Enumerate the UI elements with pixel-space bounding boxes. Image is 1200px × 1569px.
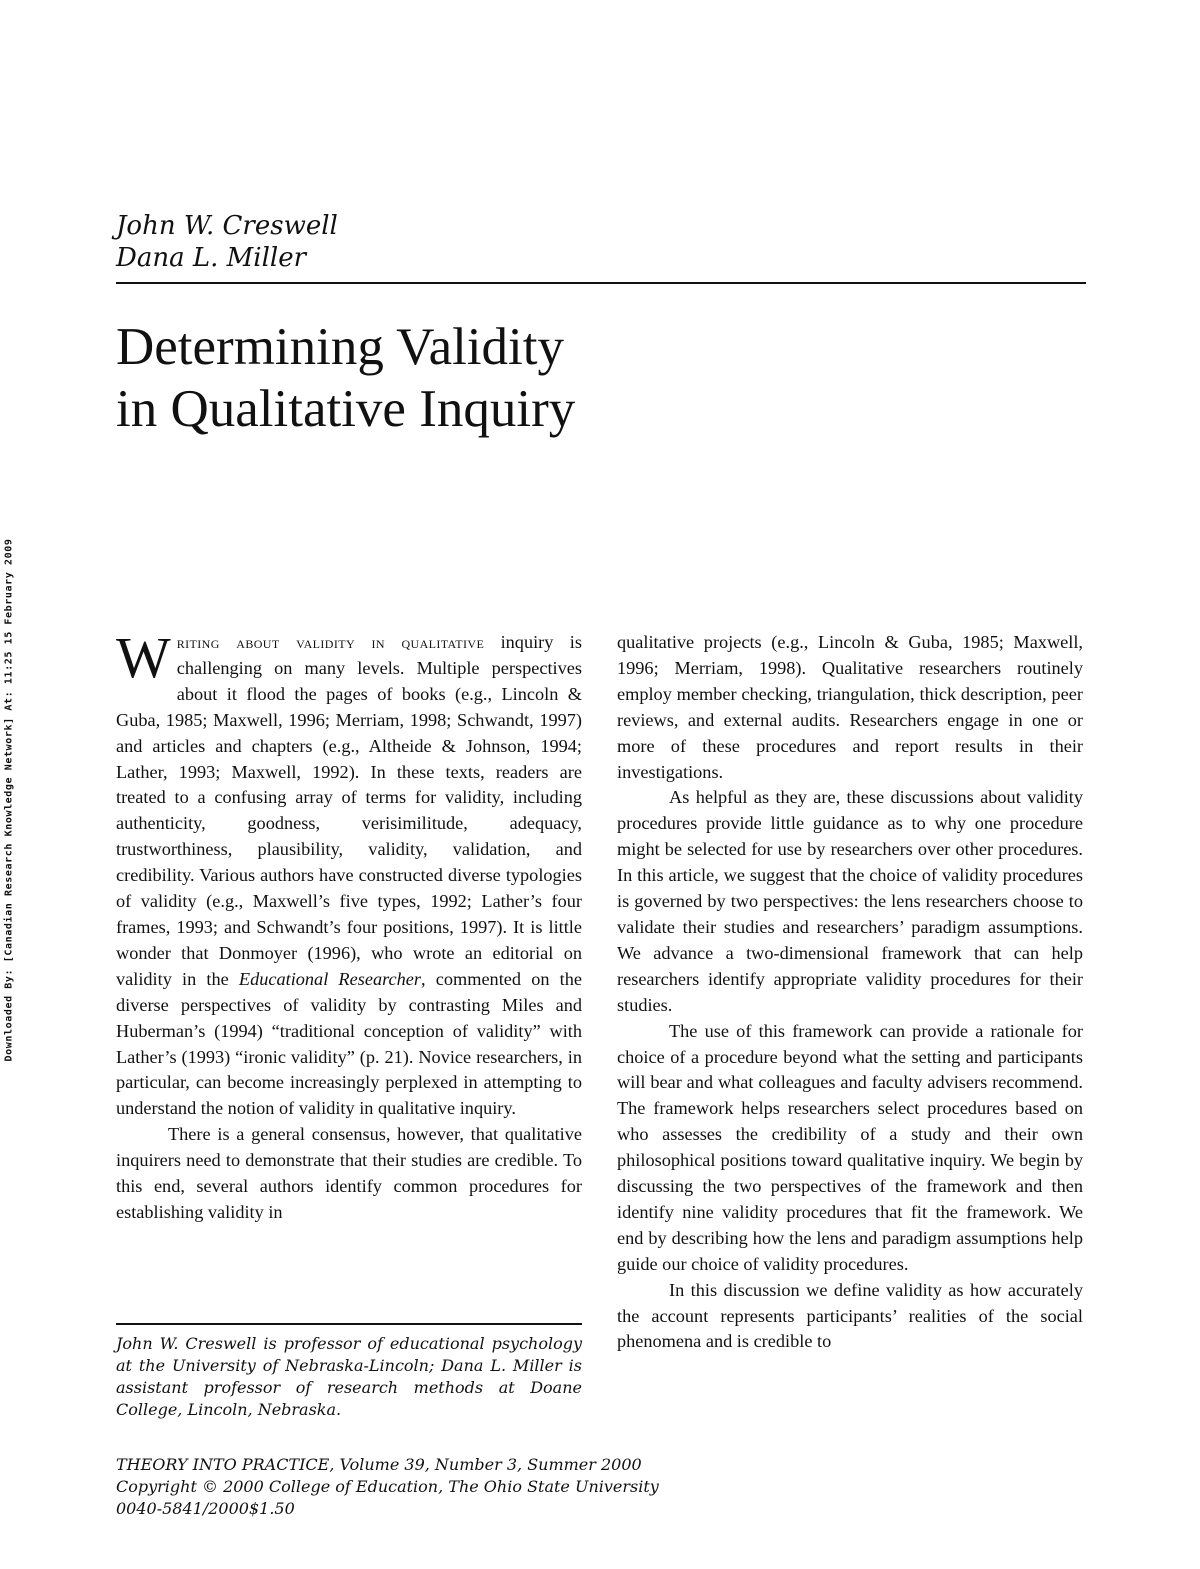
author-footnote: John W. Creswell is professor of educational psychology at the University of Nebraska-Lincoln; Dana L. Miller is assistant professor of research methods at Doane College, Lincoln, Nebraska.	[116, 1334, 582, 1419]
download-stamp-text: Downloaded By: [Canadian Research Knowledge Network] At: 11:25 15 February 2009	[3, 538, 15, 1062]
paragraph	[116, 625, 582, 1122]
author-name: Dana L. Miller	[116, 243, 307, 273]
issn-line: 0040-5841/2000$1.50	[116, 1499, 295, 1518]
paragraph-text: , commented on the diverse perspectives of validity by contrasting Miles and Huberman’s (1994) “traditional conception of validity” with Lather’s (1993) “ironic validity” (p. 21). Novice researchers, in particular, can become increasingly perplexed in attempting to understand the notion of validity in qualitative inquiry.	[116, 968, 582, 1119]
author-block	[116, 210, 338, 274]
lead-in-smallcaps: riting about validity in qualitative	[176, 633, 485, 652]
paragraph: In this discussion we define validity as how accurately the account represents participants’ realities of the social phenomena and is credible to	[617, 1279, 1083, 1352]
header-rule	[116, 282, 1086, 284]
right-column	[617, 630, 1083, 1355]
paragraph: qualitative projects (e.g., Lincoln & Guba, 1985; Maxwell, 1996; Merriam, 1998). Qualitative researchers routinely employ member checking, triangulation, thick description, peer reviews, and external audits. Researchers engage in one or more of these procedures and report results in their investigations.	[617, 632, 1083, 782]
footnote-rule	[116, 1323, 582, 1325]
journal-title-italic: Educational Researcher	[238, 968, 422, 989]
paragraph: There is a general consensus, however, that qualitative inquirers need to demonstrate that their studies are credible. To this end, several authors identify common procedures for establishing validity in	[116, 1124, 582, 1222]
title-line: in Qualitative Inquiry	[116, 380, 576, 438]
journal-citation: THEORY INTO PRACTICE, Volume 39, Number 3, Summer 2000	[116, 1455, 642, 1474]
title-line: Determining Validity	[116, 318, 564, 376]
drop-cap: W	[116, 625, 171, 690]
download-stamp	[0, 480, 18, 1120]
paragraph: As helpful as they are, these discussions about validity procedures provide little guidance as to why one procedure might be selected for use by researchers over other procedures. In this article, we suggest that the choice of validity procedures is governed by two perspectives: the lens researchers choose to validate their studies and researchers’ paradigm assumptions. We advance a two-dimensional framework that can help researchers identify appropriate validity procedures for their studies.	[617, 787, 1083, 1015]
author-name: John W. Creswell	[116, 211, 338, 241]
article-title	[116, 316, 575, 440]
paragraph: The use of this framework can provide a rationale for choice of a procedure beyond what the setting and participants will bear and what colleagues and faculty advisers recommend. The framework helps researchers select procedures based on who assesses the credibility of a study and their own philosophical positions toward qualitative inquiry. We begin by discussing the two perspectives of the framework and then identify nine validity procedures that fit the framework. We end by describing how the lens and paradigm assumptions help guide our choice of validity procedures.	[617, 1020, 1083, 1274]
journal-info	[116, 1454, 659, 1520]
left-column	[116, 625, 582, 1226]
copyright-line: Copyright © 2000 College of Education, The Ohio State University	[116, 1477, 659, 1496]
paragraph-text: inquiry is challenging on many levels. Multiple perspectives about it flood the pages of books (e.g., Lincoln & Guba, 1985; Maxwell, 1996; Merriam, 1998; Schwandt, 1997) and articles and chapters (e.g., Altheide & Johnson, 1994; Lather, 1993; Maxwell, 1992). In these texts, readers are treated to a confusing array of terms for validity, including authenticity, goodness, verisimilitude, adequacy, trustworthiness, plausibility, validity, validation, and credibility. Various authors have constructed diverse typologies of validity (e.g., Maxwell’s five types, 1992; Lather’s four frames, 1993; and Schwandt’s four positions, 1997). It is little wonder that Donmoyer (1996), who wrote an editorial on validity in the	[116, 632, 582, 989]
